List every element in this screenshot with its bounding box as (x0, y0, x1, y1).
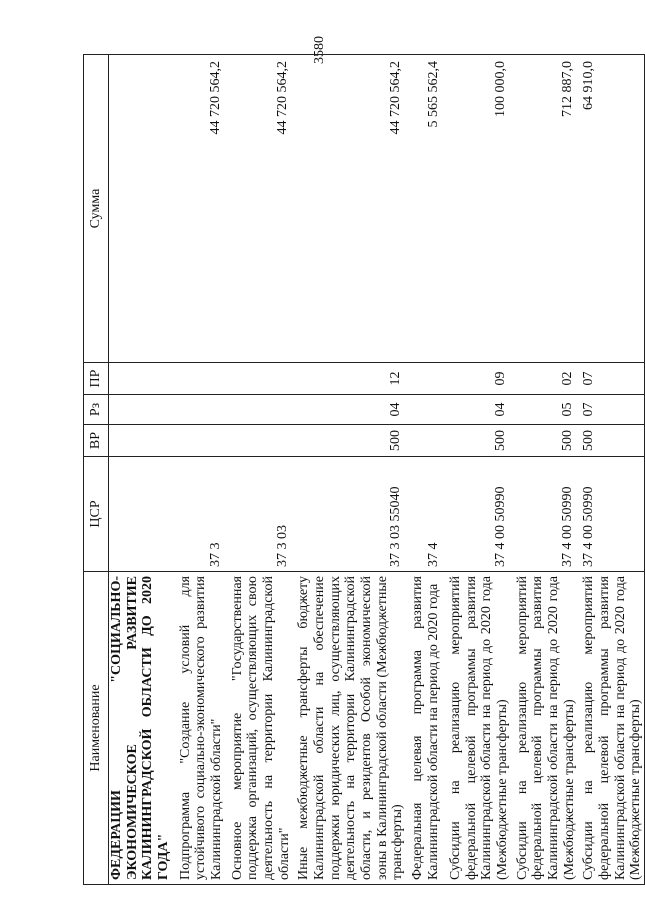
row-name: Субсидии на реализацию мероприятий федеральной целевой программы развития Калининградской области на период до 2020 года (Межбюджетные трансферты) (444, 572, 511, 885)
row-csr (109, 457, 175, 572)
row-sum: 5 565 562,4 (406, 55, 444, 363)
row-pr: 02 (511, 363, 578, 395)
row-rz: 04 (444, 395, 511, 425)
table-row (511, 55, 578, 885)
table-row (444, 55, 511, 885)
row-sum: 712 887,0 (511, 55, 578, 363)
header-sum: Сумма (84, 55, 109, 363)
row-sum (109, 55, 175, 363)
row-csr: 37 4 (406, 457, 444, 572)
row-name: Иные межбюджетные трансферты бюджету Калининградской области на обеспечение поддержки юридических лиц, осуществляющих деятельность на территории Калининградской области, и резидентов Особой экономической зоны в Калининградской области (Межбюджетные трансферты) (292, 572, 406, 885)
row-csr: 37 3 03 (226, 457, 293, 572)
row-name: Основное мероприятие "Государственная поддержка организаций, осуществляющих свою деятельность на территории Калининградской области" (226, 572, 293, 885)
budget-table (83, 54, 645, 885)
row-csr: 37 4 00 50990 (511, 457, 578, 572)
row-pr (226, 363, 293, 395)
row-vr (175, 425, 226, 457)
row-vr: 500 (511, 425, 578, 457)
table-header (84, 55, 109, 885)
header-csr: ЦСР (84, 457, 109, 572)
header-row (84, 55, 109, 885)
row-rz (175, 395, 226, 425)
budget-table-container (83, 55, 644, 885)
row-vr: 500 (577, 425, 644, 457)
row-csr: 37 3 03 55040 (292, 457, 406, 572)
row-rz: 05 (511, 395, 578, 425)
row-rz (109, 395, 175, 425)
table-row (109, 55, 175, 885)
row-csr: 37 4 00 50990 (444, 457, 511, 572)
row-sum: 64 910,0 (577, 55, 644, 363)
row-rz (226, 395, 293, 425)
row-pr (175, 363, 226, 395)
row-vr: 500 (292, 425, 406, 457)
row-rz: 04 (292, 395, 406, 425)
row-sum: 44 720 564,2 (292, 55, 406, 363)
header-rz: Рз (84, 395, 109, 425)
row-pr (109, 363, 175, 395)
page-number-text: 3580 (312, 36, 327, 64)
header-name: Наименование (84, 572, 109, 885)
row-pr: 09 (444, 363, 511, 395)
table-row (577, 55, 644, 885)
table-body (109, 55, 645, 885)
row-vr (109, 425, 175, 457)
header-pr: ПР (84, 363, 109, 395)
row-csr: 37 3 (175, 457, 226, 572)
table-row (226, 55, 293, 885)
row-name: Субсидии на реализацию мероприятий федеральной целевой программы развития Калининградской области на период до 2020 года (Межбюджетные трансферты) (577, 572, 644, 885)
row-pr: 07 (577, 363, 644, 395)
row-name: ФЕДЕРАЦИИ "СОЦИАЛЬНО-ЭКОНОМИЧЕСКОЕ РАЗВИТИЕ КАЛИНИНГРАДСКОЙ ОБЛАСТИ ДО 2020 ГОДА" (109, 572, 175, 885)
header-vr: ВР (84, 425, 109, 457)
row-rz: 07 (577, 395, 644, 425)
row-csr: 37 4 00 50990 (577, 457, 644, 572)
row-name: Субсидии на реализацию мероприятий федеральной целевой программы развития Калининградской области на период до 2020 года (Межбюджетные трансферты) (511, 572, 578, 885)
row-name: Федеральная целевая программа развития Калининградской области на период до 2020 года (406, 572, 444, 885)
table-row (406, 55, 444, 885)
row-rz (406, 395, 444, 425)
row-vr (406, 425, 444, 457)
table-row (292, 55, 406, 885)
row-pr: 12 (292, 363, 406, 395)
row-sum: 44 720 564,2 (175, 55, 226, 363)
row-pr (406, 363, 444, 395)
row-sum: 44 720 564,2 (226, 55, 293, 363)
row-name: Подпрограмма "Создание условий для устойчивого социально-экономического развития Калининградской области" (175, 572, 226, 885)
row-vr: 500 (444, 425, 511, 457)
row-sum: 100 000,0 (444, 55, 511, 363)
row-vr (226, 425, 293, 457)
table-row (175, 55, 226, 885)
